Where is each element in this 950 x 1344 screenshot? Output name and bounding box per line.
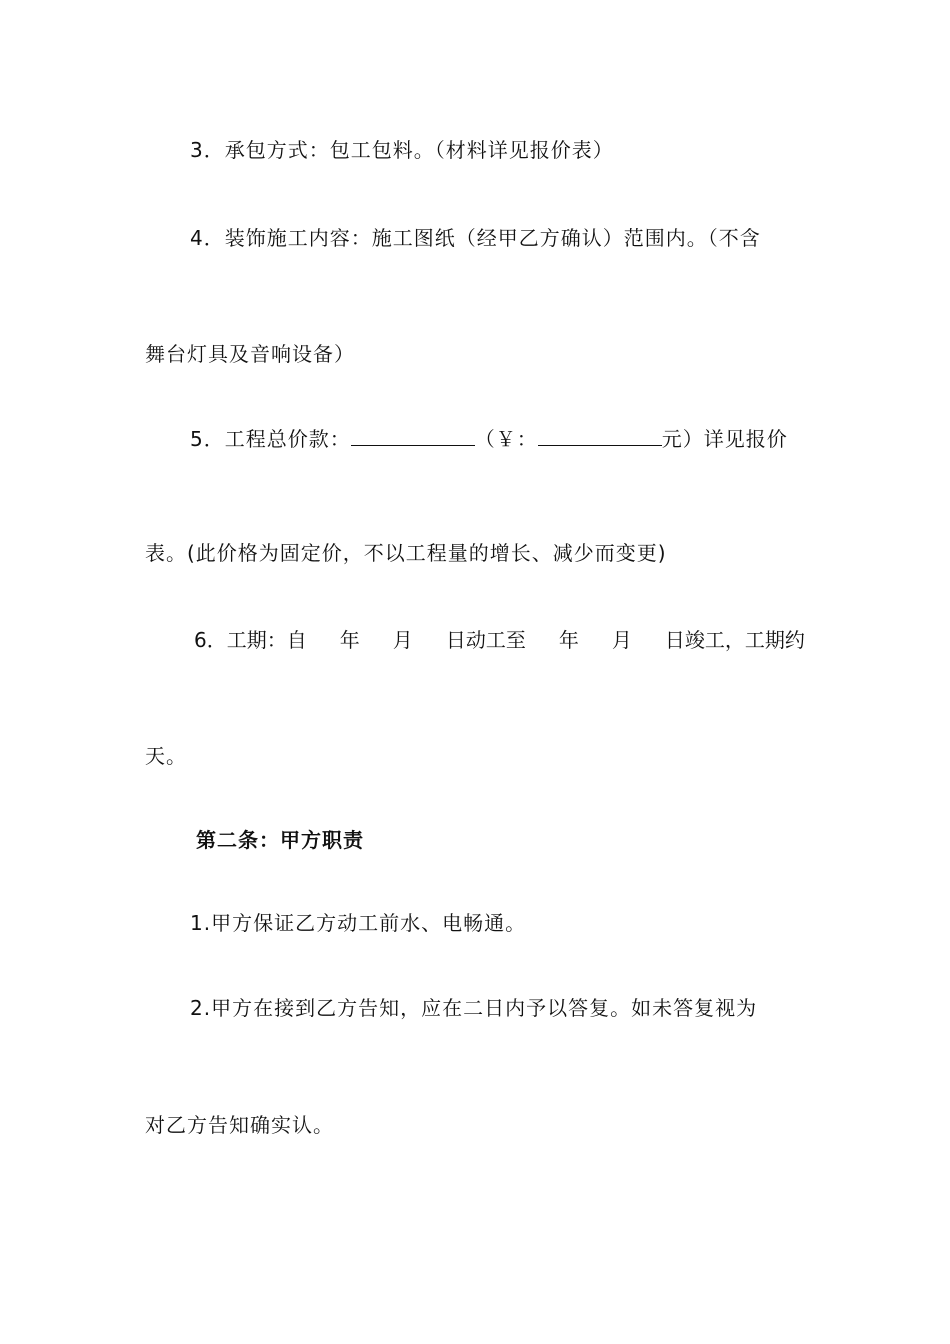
section-heading-party-a-duties: 第二条：甲方职责	[196, 828, 364, 852]
clause-4-construction-scope: 4．装饰施工内容：施工图纸（经甲乙方确认）范围内。（不含	[190, 226, 761, 250]
clause-5-continuation: 表。(此价格为固定价，不以工程量的增长、减少而变更)	[145, 541, 667, 565]
schedule-start-day: 日动工至	[445, 628, 526, 652]
clause-5-total-price	[190, 423, 788, 453]
clause-6-schedule	[190, 626, 805, 654]
clause-6-continuation: 天。	[145, 744, 187, 768]
schedule-start-year: 年	[339, 628, 360, 652]
duty-2-continuation: 对乙方告知确实认。	[145, 1113, 334, 1137]
schedule-start-label: 6．工期：自	[194, 628, 307, 652]
schedule-start-month: 月	[392, 628, 413, 652]
total-price-label: 5．工程总价款：	[190, 427, 351, 451]
total-price-rmb-blank	[538, 423, 662, 446]
schedule-end-month: 月	[611, 628, 632, 652]
duty-1: 1.甲方保证乙方动工前水、电畅通。	[190, 911, 527, 935]
clause-3-contract-method: 3．承包方式：包工包料。（材料详见报价表）	[190, 138, 614, 162]
duty-2: 2.甲方在接到乙方告知，应在二日内予以答复。如未答复视为	[190, 996, 758, 1020]
total-price-suffix: 元）详见报价	[661, 427, 788, 451]
clause-4-continuation: 舞台灯具及音响设备）	[145, 342, 355, 366]
schedule-end-year: 年	[558, 628, 579, 652]
total-price-blank	[351, 423, 475, 446]
schedule-end-day: 日竣工，工期约	[664, 628, 805, 652]
total-price-rmb-label: （￥：	[474, 427, 538, 451]
